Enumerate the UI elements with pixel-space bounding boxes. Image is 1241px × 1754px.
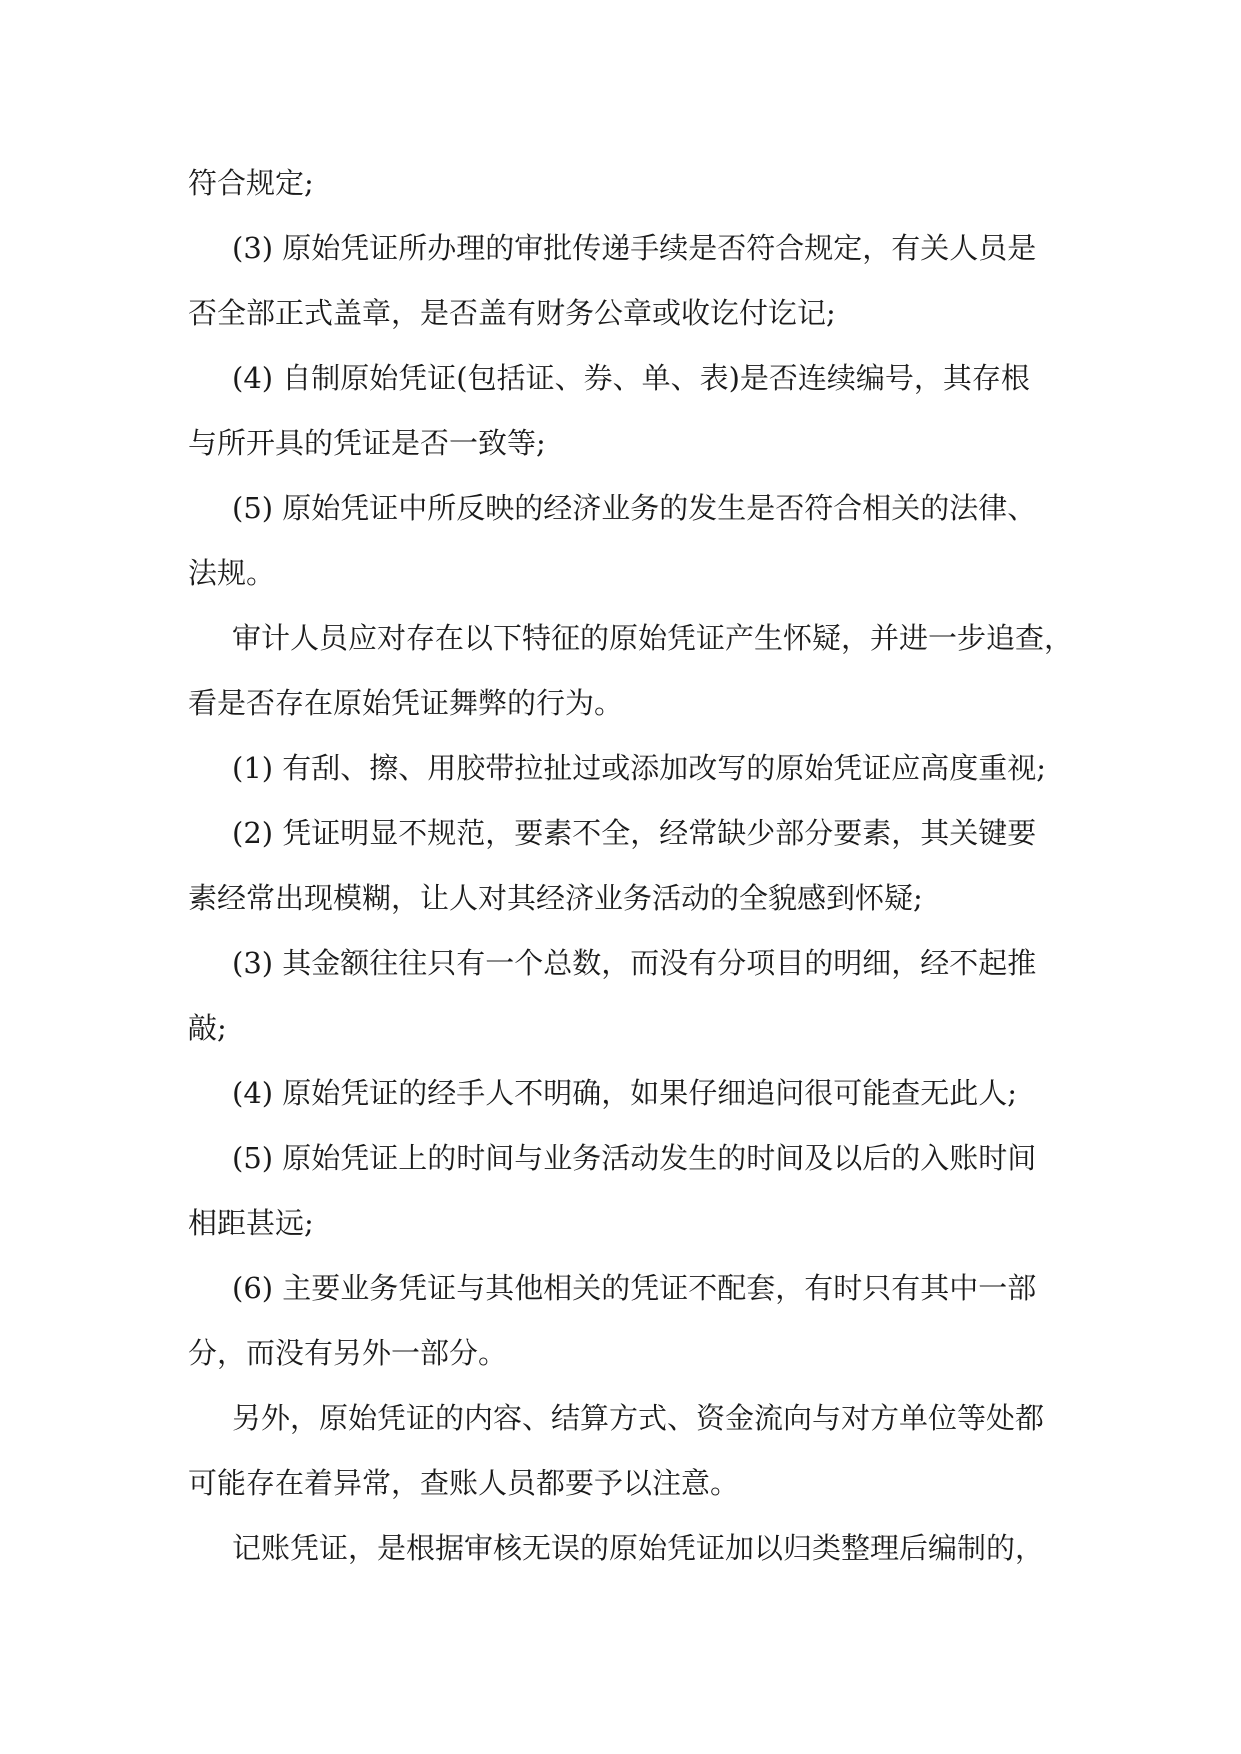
text-line: 法规。: [188, 556, 276, 590]
text-line: (1) 有刮、擦、用胶带拉扯过或添加改写的原始凭证应高度重视;: [232, 751, 1047, 785]
text-line: 看是否存在原始凭证舞弊的行为。: [188, 686, 624, 720]
text-line: 否全部正式盖章，是否盖有财务公章或收讫付讫记;: [188, 296, 836, 330]
text-line: (2) 凭证明显不规范，要素不全，经常缺少部分要素，其关键要: [232, 816, 1037, 850]
text-line: (3) 原始凭证所办理的审批传递手续是否符合规定，有关人员是: [232, 231, 1037, 265]
text-line: (4) 原始凭证的经手人不明确，如果仔细追问很可能查无此人;: [232, 1076, 1018, 1110]
text-line: (6) 主要业务凭证与其他相关的凭证不配套，有时只有其中一部: [232, 1271, 1037, 1305]
text-line: (5) 原始凭证中所反映的经济业务的发生是否符合相关的法律、: [232, 491, 1037, 525]
text-line: (5) 原始凭证上的时间与业务活动发生的时间及以后的入账时间: [232, 1141, 1037, 1175]
text-line: 另外，原始凭证的内容、结算方式、资金流向与对方单位等处都: [232, 1401, 1045, 1435]
text-line: 敲;: [188, 1011, 227, 1045]
text-line: 审计人员应对存在以下特征的原始凭证产生怀疑，并进一步追查，: [232, 621, 1074, 655]
text-line: 素经常出现模糊，让人对其经济业务活动的全貌感到怀疑;: [188, 881, 923, 915]
text-line: (4) 自制原始凭证(包括证、券、单、表)是否连续编号，其存根: [232, 361, 1030, 395]
text-line: 符合规定;: [188, 166, 314, 200]
text-line: 可能存在着异常，查账人员都要予以注意。: [188, 1466, 740, 1500]
text-line: 记账凭证，是根据审核无误的原始凭证加以归类整理后编制的，: [232, 1531, 1045, 1565]
text-line: 相距甚远;: [188, 1206, 314, 1240]
text-line: 与所开具的凭证是否一致等;: [188, 426, 546, 460]
text-line: 分，而没有另外一部分。: [188, 1336, 508, 1370]
text-line: (3) 其金额往往只有一个总数，而没有分项目的明细，经不起推: [232, 946, 1037, 980]
